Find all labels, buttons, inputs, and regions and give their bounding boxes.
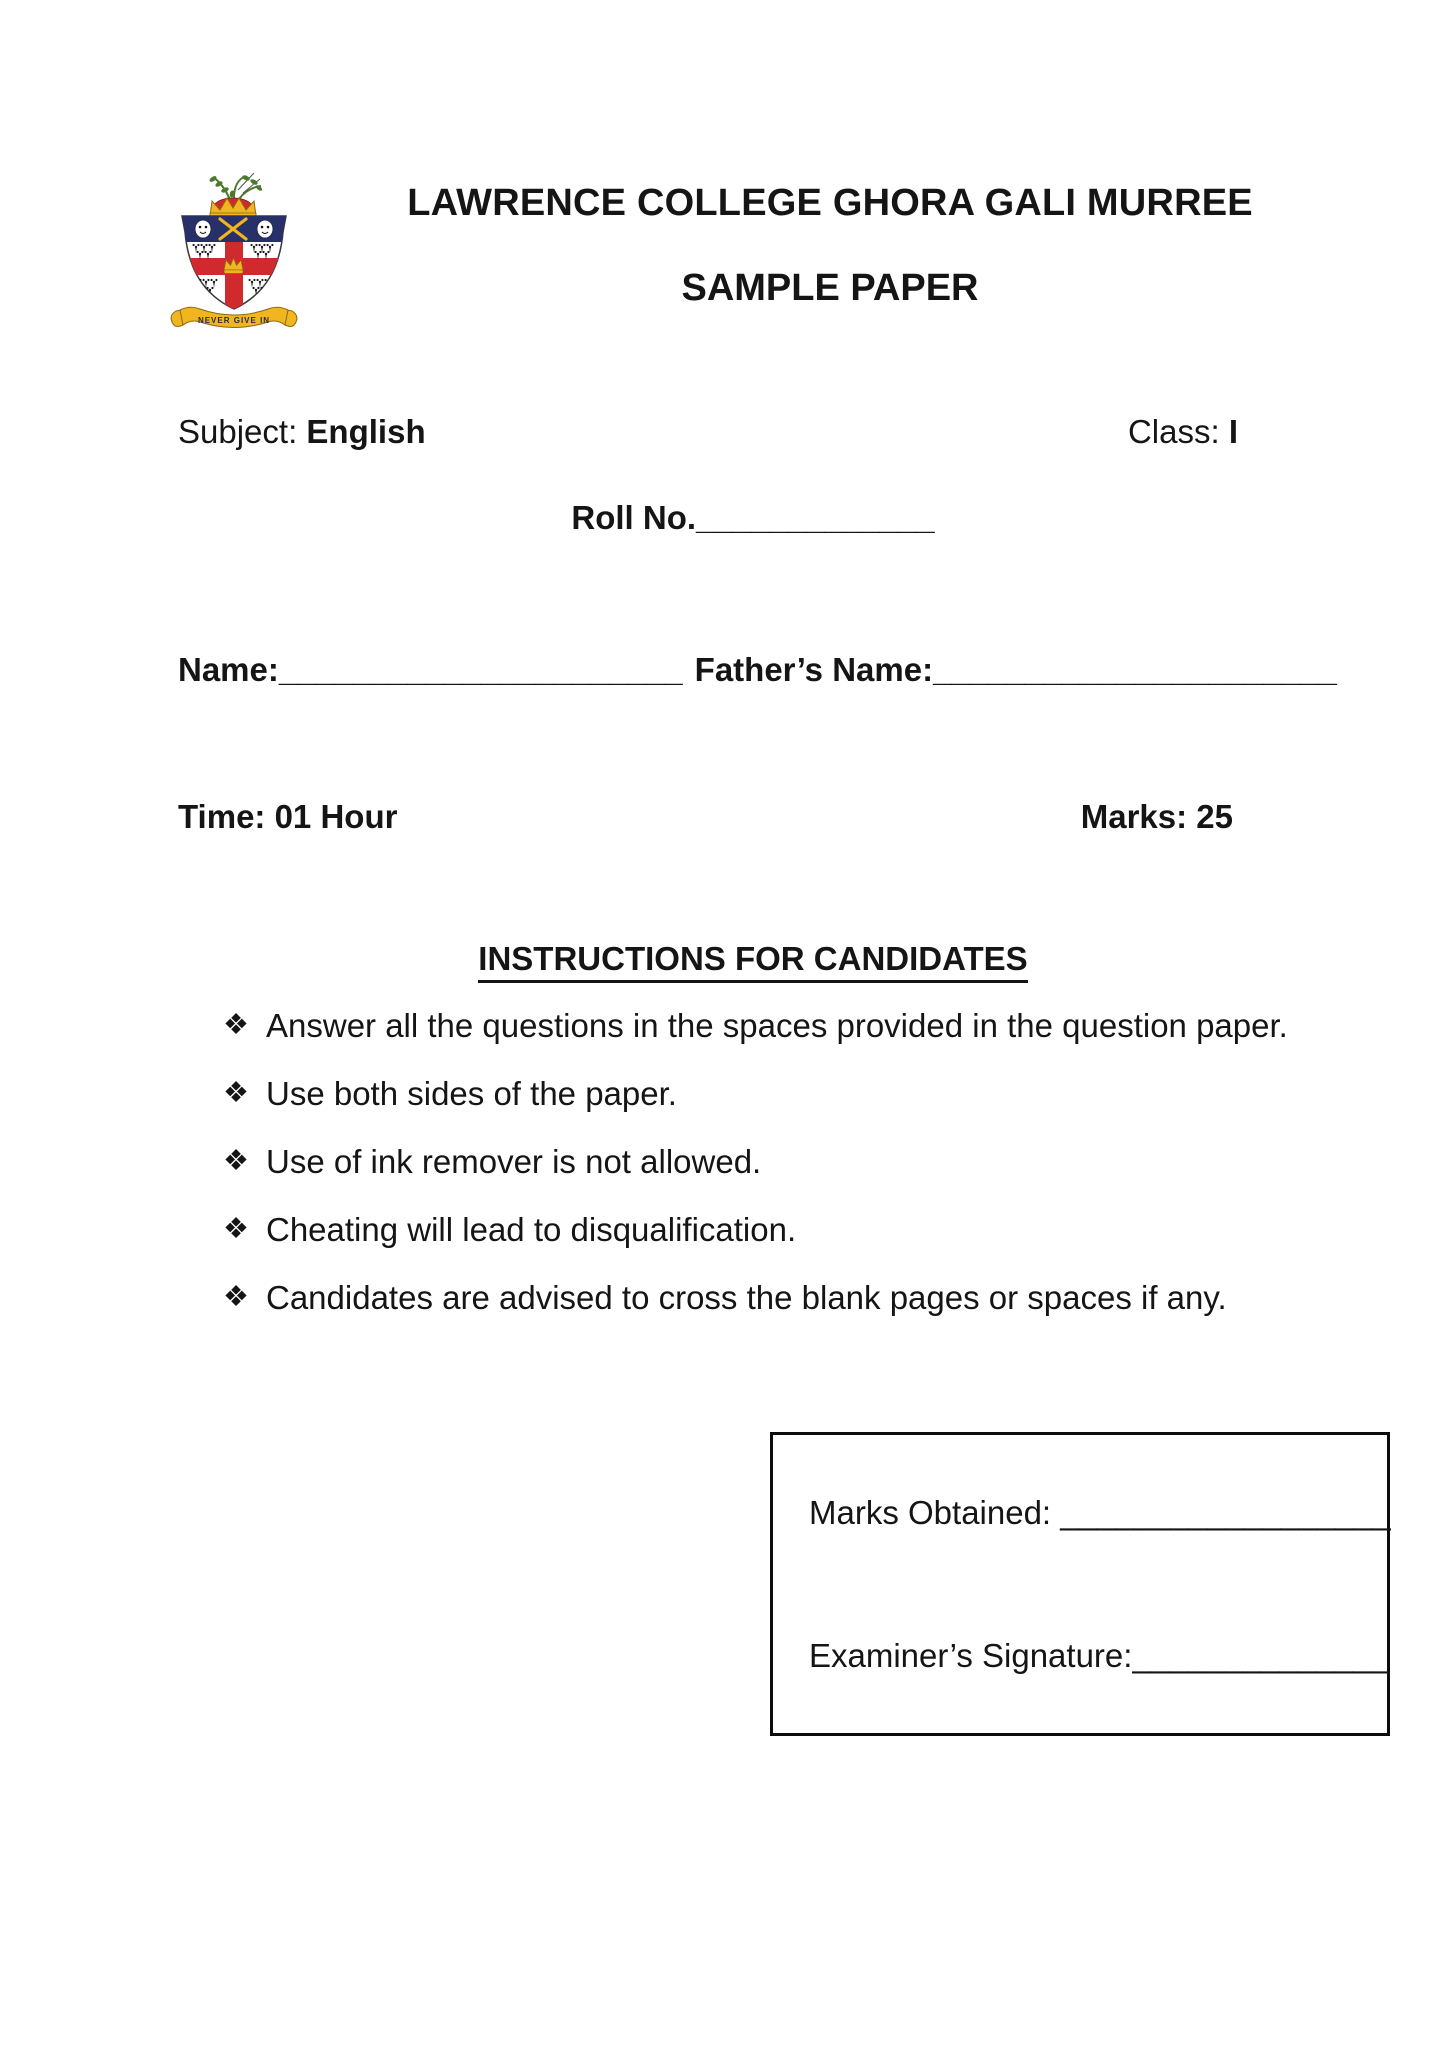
roll-no-row — [178, 498, 1328, 538]
college-name-title: LAWRENCE COLLEGE GHORA GALI MURREE — [407, 182, 1253, 224]
father-name-blank-line: ______________________ — [933, 651, 1337, 688]
crest-sprigs — [208, 173, 263, 200]
crest-coronet — [210, 198, 256, 217]
instruction-text: Use of ink remover is not allowed. — [266, 1143, 762, 1180]
time-value: Time: 01 Hour — [178, 798, 398, 835]
diamond-bullet-icon: ❖ — [223, 1213, 249, 1245]
diamond-bullet-icon: ❖ — [223, 1077, 249, 1109]
instructions-list — [223, 1006, 1353, 1346]
crest-mask-right — [257, 220, 273, 238]
instruction-item — [223, 1278, 1353, 1317]
examiner-signature-row — [809, 1636, 1389, 1676]
crest-svg — [166, 170, 302, 344]
subject-value: English — [306, 413, 426, 450]
paper-type-title: SAMPLE PAPER — [681, 267, 979, 309]
class-field — [1128, 412, 1238, 452]
total-marks-value: Marks: 25 — [1080, 798, 1233, 835]
marks-obtained-box — [770, 1432, 1390, 1736]
crest-mask-left — [195, 220, 211, 238]
name-label: Name: — [178, 651, 279, 688]
instructions-heading: INSTRUCTIONS FOR CANDIDATES — [478, 940, 1027, 983]
subject-class-row — [178, 412, 1238, 452]
marks-obtained-label: Marks Obtained: — [809, 1494, 1052, 1531]
diamond-bullet-icon: ❖ — [223, 1009, 249, 1041]
instruction-text: Candidates are advised to cross the blank pages or spaces if any. — [266, 1279, 1227, 1316]
diamond-bullet-icon: ❖ — [223, 1145, 249, 1177]
marks-obtained-blank-line: __________________ — [1060, 1494, 1391, 1531]
instruction-text: Use both sides of the paper. — [266, 1075, 677, 1112]
name-blank-line: ______________________ — [278, 651, 683, 688]
class-label: Class: — [1127, 413, 1220, 450]
instruction-item — [223, 1074, 1353, 1113]
instruction-item — [223, 1006, 1353, 1045]
marks-obtained-row — [809, 1493, 1391, 1533]
instruction-text: Cheating will lead to disqualification. — [266, 1211, 797, 1248]
subject-label: Subject: — [178, 413, 298, 450]
crest-cross-vertical — [225, 242, 243, 312]
class-value: I — [1228, 413, 1238, 450]
crest-motto-text: NEVER GIVE IN — [197, 316, 271, 325]
instruction-item — [223, 1142, 1353, 1181]
time-marks-row — [178, 797, 1233, 837]
roll-no-label: Roll No. — [571, 499, 697, 536]
examiner-signature-blank-line: ______________ — [1132, 1637, 1390, 1674]
instruction-text: Answer all the questions in the spaces provided in the question paper. — [266, 1007, 1288, 1044]
college-crest-logo — [166, 170, 302, 344]
subject-field — [178, 412, 426, 452]
crest-motto-scroll — [171, 307, 297, 327]
examiner-signature-label: Examiner’s Signature: — [809, 1637, 1133, 1674]
roll-no-blank-line: _____________ — [696, 499, 935, 536]
diamond-bullet-icon: ❖ — [223, 1281, 249, 1313]
father-name-label: Father’s Name: — [694, 651, 934, 688]
instructions-heading-wrap — [178, 939, 1328, 979]
instruction-item — [223, 1210, 1353, 1249]
name-row — [178, 650, 1337, 690]
